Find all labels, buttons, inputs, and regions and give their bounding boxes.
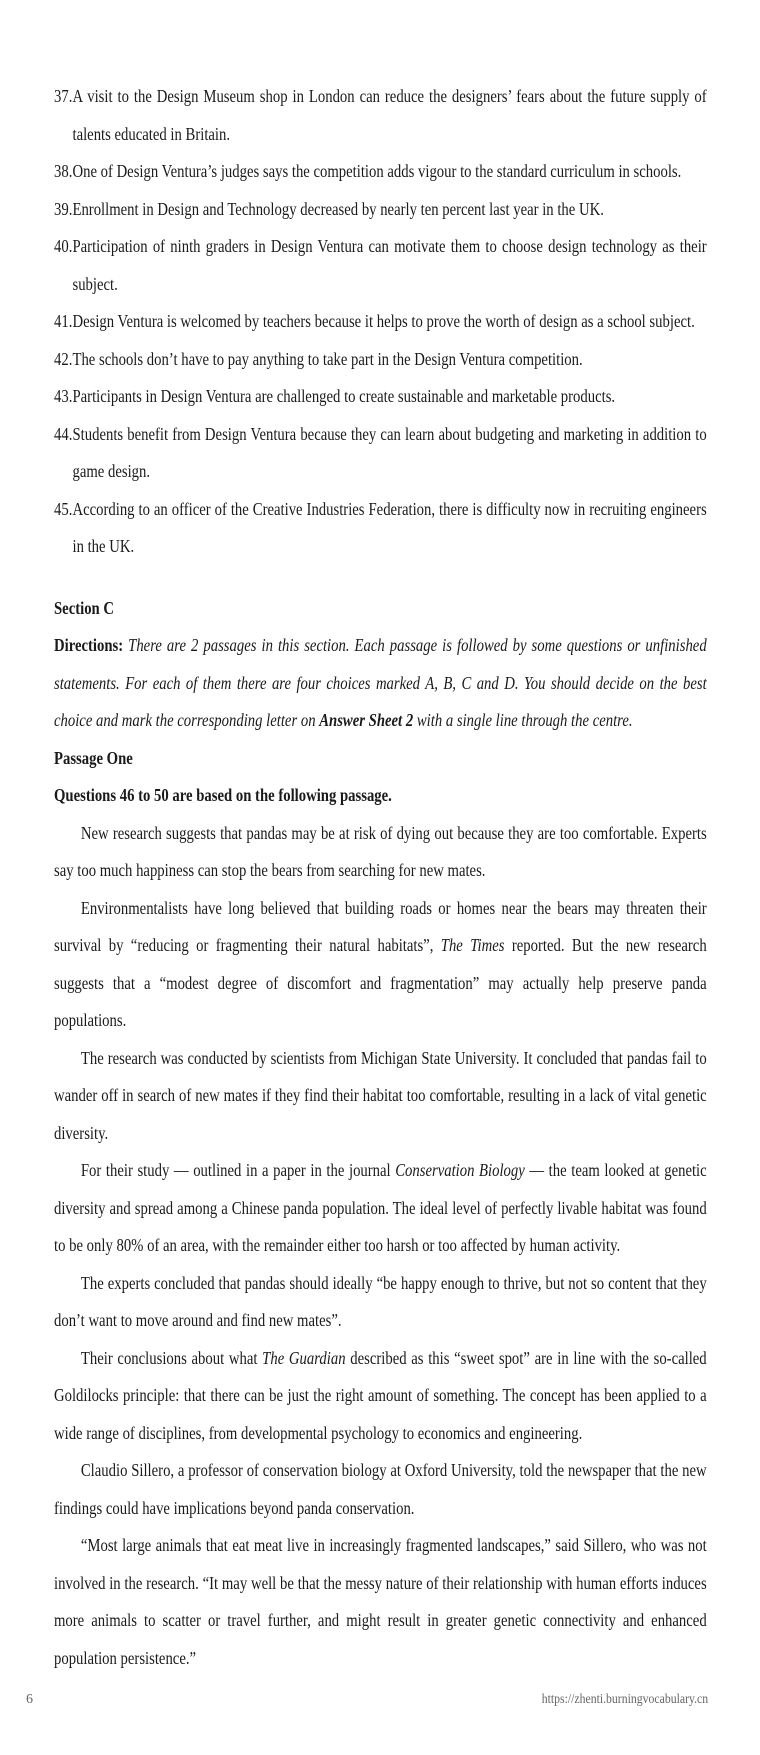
statement-37 [54,78,707,153]
paragraph-6 [54,1340,707,1453]
paragraph-1: New research suggests that pandas may be at risk of dying out because they are too comfortable. Experts say too much happiness can stop the bears from searching for new mates. [54,822,707,880]
statement-number: 38. [54,161,73,181]
statement-38 [54,153,707,191]
paragraph-7: Claudio Sillero, a professor of conservation biology at Oxford University, told the newspaper that the new findings could have implications beyond panda conservation. [54,1460,707,1518]
statement-40 [54,228,707,303]
paragraph-3: The research was conducted by scientists from Michigan State University. It concluded that pandas fail to wander off in search of new mates if they find their habitat too comfortable, resulting in a lack of vital genetic diversity. [54,1047,707,1143]
statement-list [54,78,707,566]
paragraph-text: For their study — outlined in a paper in the journal [80,1160,396,1180]
paragraph-4 [54,1152,707,1265]
paragraph-text: Their conclusions about what [80,1347,263,1368]
paragraph-2 [54,890,707,1040]
directions-end: with a single line through the centre. [413,710,633,730]
page-content [54,78,707,1677]
paragraph-text: Environmentalists have long believed that building roads or homes near the bears may threaten their survival by “reducing or fragmenting their natural habitats”, [54,897,707,955]
statement-45 [54,491,707,566]
source-name: The Times [440,935,505,955]
paragraph-text: reported. But the new research suggests that a “modest degree of discomfort and fragmentation” may actually help preserve panda populations. [54,935,707,1030]
section-title: Section C [54,597,115,618]
statement-39 [54,191,707,229]
statement-number: 43. [54,386,73,406]
page-number: 6 [26,1692,33,1707]
source-name: The Guardian [262,1347,346,1368]
statement-text: One of Design Ventura’s judges says the competition adds vigour to the standard curriculum in schools. [72,161,682,181]
statement-text: According to an officer of the Creative Industries Federation, there is difficulty now in recruiting engineers in the UK. [72,498,707,556]
statement-43 [54,378,707,416]
questions-heading: Questions 46 to 50 are based on the following passage. [54,785,392,805]
statement-number: 44. [54,423,73,444]
statement-44 [54,416,707,491]
statement-text: Design Ventura is welcomed by teachers because it helps to prove the worth of design as a school subject. [72,311,695,331]
footer-url[interactable]: https://zhenti.burningvocabulary.cn [541,1692,708,1707]
statement-number: 45. [54,498,73,519]
statement-text: Participants in Design Ventura are challenged to create sustainable and marketable products. [72,386,616,406]
paragraph-5: The experts concluded that pandas should ideally “be happy enough to thrive, but not so content that they don’t want to move around and find new mates”. [54,1272,707,1330]
statement-number: 40. [54,236,73,256]
paragraph-text: described as this “sweet spot” are in line with the so-called Goldilocks principle: that there can be just the right amount of something. The concept has been applied to a wide range of disciplines, from developmental psychology to economics and engineering. [54,1347,707,1443]
statement-41 [54,303,707,341]
directions-text: There are 2 passages in this section. Each passage is followed by some questions or unfinished statements. For each of them there are four choices marked A, B, C and D. You should decide on the best choice and mark the corresponding letter on [54,635,707,730]
statement-text: The schools don’t have to pay anything to take part in the Design Ventura competition. [72,348,583,369]
statement-text: Participation of ninth graders in Design Ventura can motivate them to choose design technology as their subject. [72,236,707,294]
statement-text: Enrollment in Design and Technology decreased by nearly ten percent last year in the UK. [72,198,604,219]
paragraph-text: — the team looked at genetic diversity and spread among a Chinese panda population. The ideal level of perfectly livable habitat was found to be only 80% of an area, with the remainder either too harsh or too affected by human activity. [54,1160,707,1255]
statement-number: 42. [54,348,73,369]
statement-text: A visit to the Design Museum shop in London can reduce the designers’ fears about the future supply of talents educated in Britain. [72,86,707,144]
answer-sheet-label: Answer Sheet 2 [319,710,414,730]
statement-number: 37. [54,86,73,106]
statement-42 [54,341,707,379]
statement-number: 41. [54,311,73,331]
passage-title: Passage One [54,747,133,768]
statement-text: Students benefit from Design Ventura because they can learn about budgeting and marketing in addition to game design. [72,423,707,481]
paragraph-8: “Most large animals that eat meat live in increasingly fragmented landscapes,” said Sillero, who was not involved in the research. “It may well be that the messy nature of their relationship with human efforts induces more animals to scatter or travel further, and might result in greater genetic connectivity and enhanced population persistence.” [54,1535,707,1668]
section-gap [54,566,707,590]
statement-number: 39. [54,198,73,219]
journal-name: Conservation Biology [395,1160,525,1180]
directions-label: Directions: [54,635,124,655]
directions [54,627,707,740]
